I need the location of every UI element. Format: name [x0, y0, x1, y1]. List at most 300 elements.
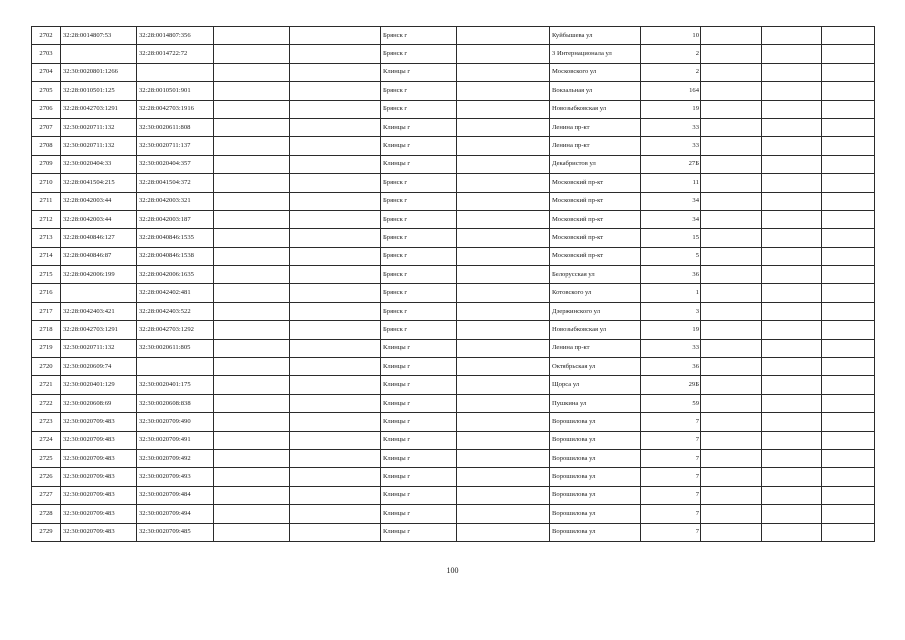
locality-cell: Клинцы г [381, 63, 457, 81]
house-number-cell: 19 [641, 100, 701, 118]
locality-cell: Брянск г [381, 174, 457, 192]
empty-cell [762, 45, 822, 63]
empty-cell [457, 137, 550, 155]
empty-cell [290, 505, 381, 523]
house-number-cell: 7 [641, 523, 701, 541]
cadastral-number-cell: 32:30:0020609:74 [61, 358, 137, 376]
house-number-cell: 59 [641, 394, 701, 412]
empty-cell [290, 45, 381, 63]
table-row [32, 468, 875, 486]
empty-cell [457, 210, 550, 228]
empty-cell [701, 266, 762, 284]
empty-cell [290, 192, 381, 210]
empty-cell [762, 321, 822, 339]
house-number-cell: 5 [641, 247, 701, 265]
empty-cell [822, 431, 875, 449]
empty-cell [701, 229, 762, 247]
locality-cell: Клинцы г [381, 486, 457, 504]
locality-cell: Клинцы г [381, 449, 457, 467]
empty-cell [701, 45, 762, 63]
empty-cell [290, 523, 381, 541]
empty-cell [290, 394, 381, 412]
house-number-cell: 27Б [641, 155, 701, 173]
empty-cell [822, 210, 875, 228]
table-row [32, 266, 875, 284]
object-cadastral-number-cell [137, 358, 214, 376]
locality-cell: Брянск г [381, 229, 457, 247]
cadastral-number-cell: 32:30:0020711:132 [61, 137, 137, 155]
house-number-cell: 36 [641, 266, 701, 284]
table-row [32, 174, 875, 192]
table-row [32, 27, 875, 45]
cadastral-number-cell: 32:30:0020801:1266 [61, 63, 137, 81]
empty-cell [290, 247, 381, 265]
empty-cell [290, 229, 381, 247]
empty-cell [290, 266, 381, 284]
empty-cell [290, 118, 381, 136]
empty-cell [214, 247, 290, 265]
street-cell: Московский пр-кт [550, 174, 641, 192]
house-number-cell: 7 [641, 486, 701, 504]
empty-cell [214, 321, 290, 339]
empty-cell [762, 118, 822, 136]
street-cell: Московский пр-кт [550, 247, 641, 265]
house-number-cell: 10 [641, 27, 701, 45]
object-cadastral-number-cell: 32:28:0040846:1538 [137, 247, 214, 265]
empty-cell [457, 358, 550, 376]
empty-cell [457, 394, 550, 412]
record-number-cell: 2703 [32, 45, 61, 63]
street-cell: 3 Интернационала ул [550, 45, 641, 63]
record-number-cell: 2706 [32, 100, 61, 118]
record-number-cell: 2713 [32, 229, 61, 247]
street-cell: Новозыбковская ул [550, 100, 641, 118]
empty-cell [214, 523, 290, 541]
empty-cell [457, 302, 550, 320]
empty-cell [290, 155, 381, 173]
registry-body [32, 27, 875, 542]
empty-cell [290, 63, 381, 81]
street-cell: Ленина пр-кт [550, 118, 641, 136]
empty-cell [214, 210, 290, 228]
house-number-cell: 34 [641, 210, 701, 228]
house-number-cell: 34 [641, 192, 701, 210]
object-cadastral-number-cell: 32:28:0014722:72 [137, 45, 214, 63]
empty-cell [214, 413, 290, 431]
empty-cell [214, 174, 290, 192]
empty-cell [214, 63, 290, 81]
street-cell: Декабристов ул [550, 155, 641, 173]
record-number-cell: 2727 [32, 486, 61, 504]
object-cadastral-number-cell: 32:30:0020608:838 [137, 394, 214, 412]
empty-cell [762, 229, 822, 247]
empty-cell [214, 449, 290, 467]
empty-cell [457, 468, 550, 486]
empty-cell [822, 486, 875, 504]
empty-cell [822, 266, 875, 284]
object-cadastral-number-cell: 32:28:0042402:481 [137, 284, 214, 302]
street-cell: Ворошилова ул [550, 523, 641, 541]
house-number-cell: 3 [641, 302, 701, 320]
empty-cell [701, 321, 762, 339]
empty-cell [214, 394, 290, 412]
empty-cell [457, 339, 550, 357]
house-number-cell: 11 [641, 174, 701, 192]
empty-cell [457, 63, 550, 81]
house-number-cell: 7 [641, 505, 701, 523]
cadastral-number-cell [61, 45, 137, 63]
empty-cell [290, 174, 381, 192]
table-row [32, 82, 875, 100]
cadastral-number-cell: 32:30:0020608:69 [61, 394, 137, 412]
cadastral-number-cell: 32:28:0040846:87 [61, 247, 137, 265]
empty-cell [762, 394, 822, 412]
record-number-cell: 2704 [32, 63, 61, 81]
cadastral-number-cell [61, 284, 137, 302]
cadastral-number-cell: 32:30:0020709:483 [61, 523, 137, 541]
record-number-cell: 2708 [32, 137, 61, 155]
locality-cell: Клинцы г [381, 413, 457, 431]
object-cadastral-number-cell: 32:30:0020711:137 [137, 137, 214, 155]
street-cell: Ворошилова ул [550, 449, 641, 467]
empty-cell [214, 339, 290, 357]
empty-cell [762, 358, 822, 376]
record-number-cell: 2715 [32, 266, 61, 284]
empty-cell [762, 523, 822, 541]
empty-cell [822, 449, 875, 467]
empty-cell [457, 82, 550, 100]
house-number-cell: 7 [641, 431, 701, 449]
empty-cell [457, 376, 550, 394]
record-number-cell: 2718 [32, 321, 61, 339]
empty-cell [822, 192, 875, 210]
empty-cell [457, 431, 550, 449]
house-number-cell: 2 [641, 63, 701, 81]
empty-cell [290, 431, 381, 449]
street-cell: Щорса ул [550, 376, 641, 394]
empty-cell [701, 137, 762, 155]
empty-cell [214, 45, 290, 63]
empty-cell [762, 27, 822, 45]
empty-cell [762, 339, 822, 357]
empty-cell [214, 266, 290, 284]
empty-cell [762, 468, 822, 486]
empty-cell [822, 174, 875, 192]
empty-cell [457, 523, 550, 541]
record-number-cell: 2724 [32, 431, 61, 449]
table-row [32, 302, 875, 320]
empty-cell [822, 247, 875, 265]
empty-cell [457, 413, 550, 431]
locality-cell: Брянск г [381, 247, 457, 265]
house-number-cell: 1 [641, 284, 701, 302]
empty-cell [762, 505, 822, 523]
cadastral-number-cell: 32:28:0042403:421 [61, 302, 137, 320]
empty-cell [822, 468, 875, 486]
object-cadastral-number-cell: 32:30:0020611:805 [137, 339, 214, 357]
empty-cell [290, 413, 381, 431]
record-number-cell: 2710 [32, 174, 61, 192]
cadastral-number-cell: 32:30:0020711:132 [61, 339, 137, 357]
record-number-cell: 2714 [32, 247, 61, 265]
house-number-cell: 7 [641, 468, 701, 486]
empty-cell [290, 284, 381, 302]
empty-cell [457, 449, 550, 467]
locality-cell: Клинцы г [381, 155, 457, 173]
object-cadastral-number-cell: 32:30:0020401:175 [137, 376, 214, 394]
house-number-cell: 19 [641, 321, 701, 339]
empty-cell [214, 100, 290, 118]
locality-cell: Брянск г [381, 284, 457, 302]
empty-cell [290, 339, 381, 357]
object-cadastral-number-cell: 32:30:0020709:492 [137, 449, 214, 467]
locality-cell: Клинцы г [381, 468, 457, 486]
empty-cell [701, 192, 762, 210]
record-number-cell: 2722 [32, 394, 61, 412]
cadastral-number-cell: 32:28:0041504:215 [61, 174, 137, 192]
empty-cell [457, 486, 550, 504]
empty-cell [701, 302, 762, 320]
record-number-cell: 2719 [32, 339, 61, 357]
empty-cell [701, 100, 762, 118]
empty-cell [214, 431, 290, 449]
empty-cell [822, 45, 875, 63]
empty-cell [701, 523, 762, 541]
empty-cell [701, 468, 762, 486]
house-number-cell: 36 [641, 358, 701, 376]
table-row [32, 63, 875, 81]
table-row [32, 284, 875, 302]
object-cadastral-number-cell: 32:30:0020709:485 [137, 523, 214, 541]
empty-cell [290, 100, 381, 118]
empty-cell [457, 247, 550, 265]
record-number-cell: 2702 [32, 27, 61, 45]
house-number-cell: 33 [641, 137, 701, 155]
house-number-cell: 2 [641, 45, 701, 63]
locality-cell: Клинцы г [381, 137, 457, 155]
table-row [32, 431, 875, 449]
empty-cell [214, 505, 290, 523]
empty-cell [457, 45, 550, 63]
object-cadastral-number-cell: 32:28:0042703:1292 [137, 321, 214, 339]
empty-cell [457, 266, 550, 284]
record-number-cell: 2712 [32, 210, 61, 228]
street-cell: Куйбышева ул [550, 27, 641, 45]
object-cadastral-number-cell: 32:28:0042006:1635 [137, 266, 214, 284]
empty-cell [762, 431, 822, 449]
empty-cell [701, 376, 762, 394]
empty-cell [214, 284, 290, 302]
empty-cell [457, 192, 550, 210]
empty-cell [701, 210, 762, 228]
house-number-cell: 33 [641, 339, 701, 357]
record-number-cell: 2728 [32, 505, 61, 523]
object-cadastral-number-cell: 32:30:0020611:808 [137, 118, 214, 136]
record-number-cell: 2707 [32, 118, 61, 136]
table-row [32, 321, 875, 339]
street-cell: Московский пр-кт [550, 192, 641, 210]
locality-cell: Клинцы г [381, 118, 457, 136]
record-number-cell: 2725 [32, 449, 61, 467]
locality-cell: Клинцы г [381, 339, 457, 357]
street-cell: Ворошилова ул [550, 431, 641, 449]
empty-cell [214, 192, 290, 210]
object-cadastral-number-cell: 32:28:0042703:1916 [137, 100, 214, 118]
table-row [32, 339, 875, 357]
cadastral-number-cell: 32:28:0042006:199 [61, 266, 137, 284]
street-cell: Ворошилова ул [550, 505, 641, 523]
empty-cell [762, 210, 822, 228]
table-row [32, 505, 875, 523]
cadastral-number-cell: 32:30:0020709:483 [61, 413, 137, 431]
object-cadastral-number-cell: 32:30:0020709:494 [137, 505, 214, 523]
object-cadastral-number-cell: 32:30:0020709:484 [137, 486, 214, 504]
object-cadastral-number-cell: 32:30:0020404:357 [137, 155, 214, 173]
table-row [32, 358, 875, 376]
house-number-cell: 15 [641, 229, 701, 247]
empty-cell [701, 63, 762, 81]
cadastral-number-cell: 32:30:0020709:483 [61, 505, 137, 523]
empty-cell [457, 100, 550, 118]
empty-cell [762, 449, 822, 467]
object-cadastral-number-cell: 32:28:0041504:372 [137, 174, 214, 192]
locality-cell: Брянск г [381, 210, 457, 228]
record-number-cell: 2716 [32, 284, 61, 302]
empty-cell [290, 468, 381, 486]
empty-cell [214, 302, 290, 320]
empty-cell [214, 118, 290, 136]
empty-cell [762, 376, 822, 394]
locality-cell: Клинцы г [381, 431, 457, 449]
house-number-cell: 7 [641, 413, 701, 431]
locality-cell: Брянск г [381, 82, 457, 100]
empty-cell [822, 155, 875, 173]
empty-cell [701, 413, 762, 431]
locality-cell: Клинцы г [381, 358, 457, 376]
cadastral-number-cell: 32:28:0042003:44 [61, 210, 137, 228]
cadastral-number-cell: 32:30:0020404:33 [61, 155, 137, 173]
empty-cell [701, 174, 762, 192]
table-row [32, 229, 875, 247]
empty-cell [822, 137, 875, 155]
table-row [32, 192, 875, 210]
table-row [32, 210, 875, 228]
object-cadastral-number-cell: 32:30:0020709:491 [137, 431, 214, 449]
empty-cell [214, 155, 290, 173]
table-row [32, 449, 875, 467]
street-cell: Пушкина ул [550, 394, 641, 412]
table-row [32, 100, 875, 118]
empty-cell [701, 486, 762, 504]
empty-cell [762, 284, 822, 302]
empty-cell [457, 229, 550, 247]
street-cell: Московского ул [550, 63, 641, 81]
empty-cell [762, 192, 822, 210]
empty-cell [701, 339, 762, 357]
street-cell: Московский пр-кт [550, 210, 641, 228]
empty-cell [762, 174, 822, 192]
cadastral-number-cell: 32:28:0042703:1291 [61, 100, 137, 118]
empty-cell [762, 82, 822, 100]
empty-cell [290, 376, 381, 394]
empty-cell [701, 505, 762, 523]
empty-cell [762, 266, 822, 284]
empty-cell [701, 247, 762, 265]
table-row [32, 137, 875, 155]
object-cadastral-number-cell [137, 63, 214, 81]
empty-cell [822, 376, 875, 394]
empty-cell [822, 321, 875, 339]
object-cadastral-number-cell: 32:30:0020709:490 [137, 413, 214, 431]
street-cell: Дзержинского ул [550, 302, 641, 320]
object-cadastral-number-cell: 32:28:0042403:522 [137, 302, 214, 320]
street-cell: Октябрьская ул [550, 358, 641, 376]
record-number-cell: 2711 [32, 192, 61, 210]
record-number-cell: 2723 [32, 413, 61, 431]
empty-cell [290, 210, 381, 228]
table-row [32, 486, 875, 504]
empty-cell [822, 118, 875, 136]
record-number-cell: 2709 [32, 155, 61, 173]
empty-cell [457, 284, 550, 302]
empty-cell [457, 505, 550, 523]
cadastral-number-cell: 32:30:0020709:483 [61, 431, 137, 449]
cadastral-number-cell: 32:30:0020709:483 [61, 486, 137, 504]
empty-cell [214, 468, 290, 486]
table-row [32, 394, 875, 412]
street-cell: Вокзальная ул [550, 82, 641, 100]
record-number-cell: 2729 [32, 523, 61, 541]
empty-cell [214, 358, 290, 376]
empty-cell [822, 27, 875, 45]
empty-cell [290, 302, 381, 320]
street-cell: Ворошилова ул [550, 413, 641, 431]
locality-cell: Брянск г [381, 100, 457, 118]
empty-cell [822, 284, 875, 302]
cadastral-number-cell: 32:28:0040846:127 [61, 229, 137, 247]
table-row [32, 118, 875, 136]
empty-cell [822, 358, 875, 376]
empty-cell [290, 27, 381, 45]
empty-cell [822, 339, 875, 357]
record-number-cell: 2721 [32, 376, 61, 394]
table-row [32, 413, 875, 431]
table-row [32, 247, 875, 265]
street-cell: Ворошилова ул [550, 468, 641, 486]
empty-cell [701, 284, 762, 302]
empty-cell [762, 155, 822, 173]
empty-cell [457, 321, 550, 339]
object-cadastral-number-cell: 32:30:0020709:493 [137, 468, 214, 486]
registry-table [31, 26, 875, 542]
table-row [32, 376, 875, 394]
cadastral-number-cell: 32:30:0020709:483 [61, 449, 137, 467]
empty-cell [701, 27, 762, 45]
cadastral-number-cell: 32:30:0020711:132 [61, 118, 137, 136]
empty-cell [701, 155, 762, 173]
empty-cell [822, 394, 875, 412]
empty-cell [822, 63, 875, 81]
record-number-cell: 2726 [32, 468, 61, 486]
empty-cell [822, 505, 875, 523]
cadastral-number-cell: 32:30:0020709:483 [61, 468, 137, 486]
object-cadastral-number-cell: 32:28:0010501:901 [137, 82, 214, 100]
empty-cell [214, 486, 290, 504]
empty-cell [214, 137, 290, 155]
empty-cell [214, 376, 290, 394]
empty-cell [822, 100, 875, 118]
street-cell: Ленина пр-кт [550, 339, 641, 357]
